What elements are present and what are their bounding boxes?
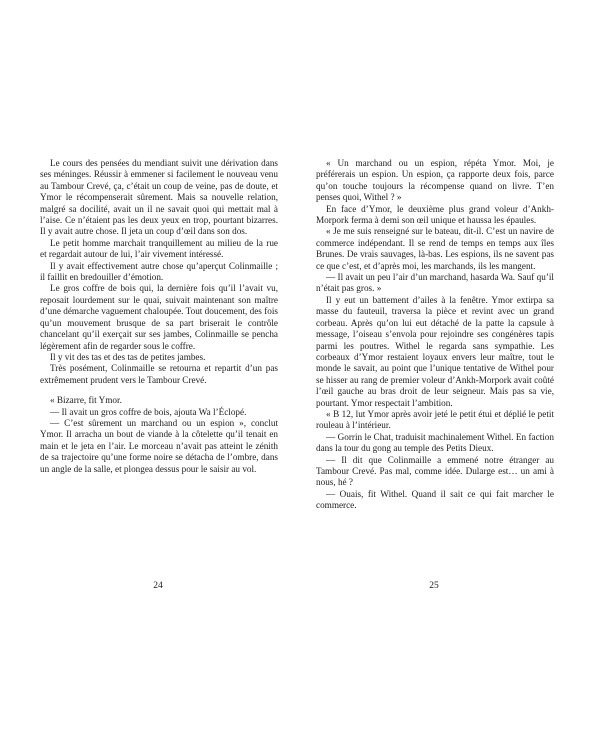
paragraph: — C’est sûrement un marchand ou un espion », conclut Ymor. Il arracha un bout de viande à la côtelette qu’il tenait en main et le jeta en l’air. Le morceau n’avait pas atteint le zénith de sa trajectoire qu’une forme noire se détacha de l’ombre, dans un angle de la salle, et plongea dessus pour le saisir au vol. bbox=[40, 417, 278, 474]
paragraph: — Il dit que Colinmaille a emmené notre étranger au Tambour Crevé. Pas mal, comme idée. Dularge est… un ami à nous, hé ? bbox=[316, 454, 554, 488]
paragraph: Le gros coffre de bois qui, la dernière fois qu’il l’avait vu, reposait lourdement sur le quai, suivait maintenant son maître d’une démarche vaguement chaloupée. Tout doucement, des fois qu’un mouvement brusque de sa part briserait le contrôle chancelant qu’il exerçait sur ses jambes, Colinmaille se pencha légèrement afin de regarder sous le coffre. bbox=[40, 283, 278, 351]
paragraph: — Il avait un gros coffre de bois, ajouta Wa l’Éclopé. bbox=[50, 406, 247, 417]
paragraph: En face d’Ymor, le deuxième plus grand voleur d’Ankh-Morpork ferma à demi son œil unique et haussa les épaules. bbox=[316, 203, 554, 226]
paragraph: Il y vit des tas et des tas de petites jambes. bbox=[50, 351, 206, 362]
paragraph: Il y eut un battement d’ailes à la fenêtre. Ymor extirpa sa masse du fauteuil, traversa la pièce et revint avec un grand corbeau. Après qu’on lui eut détaché de la patte la capsule à message, l’oiseau s’envola pour rejoindre ses congénères tapis parmi les poutres. Withel le regarda sans sympathie. Les corbeaux d’Ymor restaient loyaux envers leur maître, tout le monde le savait, au point que l’unique tentative de Withel pour se hisser au rang de premier voleur d’Ankh-Morpork avait coûté l’œil gauche au bras droit de leur seigneur. Mais pas sa vie, pourtant. Ymor respectait l’ambition. bbox=[316, 294, 554, 408]
paragraph: Le cours des pensées du mendiant suivit une dérivation dans ses méninges. Réussir à emmener si facilement le nouveau venu au Tambour Crevé, ça, c’était un coup de veine, pas de doute, et Ymor le récompenserait sûrement. Mais sa nouvelle relation, malgré sa docilité, avait un il ne savait quoi qui mettait mal à l’aise. Ce n’étaient pas les deux yeux en trop, pourtant bizarres. Il y avait autre chose. Il jeta un coup d’œil dans son dos. bbox=[40, 158, 278, 237]
right-page-text bbox=[316, 158, 554, 512]
left-page-number: 24 bbox=[153, 581, 163, 591]
paragraph: Il y avait effectivement autre chose qu’aperçut Colinmaille ; il faillit en bredouiller d’émotion. bbox=[40, 260, 278, 283]
paragraph: « B 12, lut Ymor après avoir jeté le petit étui et déplié le petit rouleau à l’intérieur. bbox=[316, 408, 554, 431]
paragraph: — Gorrin le Chat, traduisit machinalement Withel. En faction dans la tour du gong au temple des Petits Dieux. bbox=[316, 431, 554, 454]
paragraph: « Un marchand ou un espion, répéta Ymor. Moi, je préférerais un espion. Un espion, ça rapporte deux fois, parce qu’on touche toujours la récompense quand on livre. T’en penses quoi, Withel ? » bbox=[316, 158, 554, 203]
paragraph: Très posément, Colinmaille se retourna et repartit d’un pas extrêmement prudent vers le Tambour Crevé. bbox=[40, 363, 278, 385]
paragraph: « Bizarre, fit Ymor. bbox=[50, 395, 122, 406]
paragraph: — Ouais, fit Withel. Quand il sait ce qui fait marcher le commerce. bbox=[316, 488, 554, 511]
paragraph: Le petit homme marchait tranquillement au milieu de la rue et regardait autour de lui, l’air vivement intéressé. bbox=[40, 237, 278, 260]
right-page-number: 25 bbox=[429, 581, 439, 591]
paragraph: « Je me suis renseigné sur le bateau, dit-il. C’est un navire de commerce indépendant. Il se rend de temps en temps aux îles Brunes. De vrais sauvages, là-bas. Les espions, ils ne savent pas ce que c’est, et d’après moi, les marchands, ils les mangent. bbox=[316, 226, 554, 271]
paragraph: — Il avait un peu l’air d’un marchand, hasarda Wa. Sauf qu’il n’était pas gros. » bbox=[316, 272, 554, 294]
left-page-text bbox=[40, 158, 278, 475]
